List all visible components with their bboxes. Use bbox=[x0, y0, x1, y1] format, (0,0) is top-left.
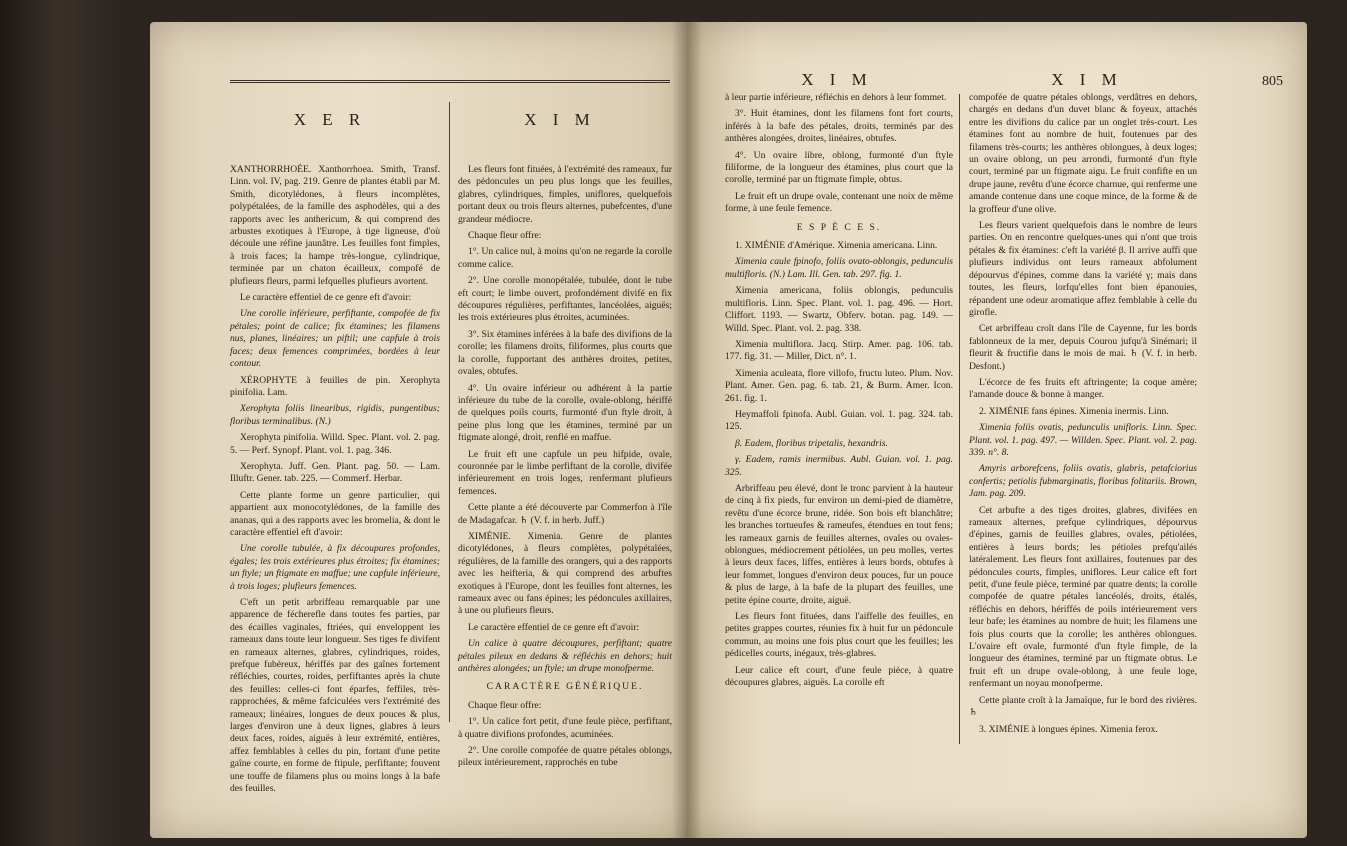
right-page bbox=[687, 22, 1307, 838]
paragraph: Chaque fleur offre: bbox=[468, 230, 542, 242]
paragraph: Arbriffeau peu élevé, dont le tronc parvient à la hauteur de cinq à fix pieds, fur environ un demi-pied de diamètre, revêtu d'une écorce brune, ridée. Son bois eft blanchâtre; les branches tortueufes & rameufes, étendues en tout fens; les rameaux garnis de feuilles alternes, ovales ou ovales-oblongues, médiocrement pétiolées, un peu molles, vertes à leurs deux faces, liffes, entières à leurs bords, obtufes à leur fommet, longues d'environ deux pouces, fur un pouce & plus de large, à la bafe de la plupart des feuilles, une petite épine courte, droite, aiguë. bbox=[725, 482, 953, 606]
paragraph: Cette plante forme un genre particulier, qui appartient aux monocotylédones, de la famille des ananas, qui a des rapports avec les bromelia, & dont le caractère effentiel eft d'avoir: bbox=[230, 489, 440, 538]
paragraph: Le caractère effentiel de ce genre eft d'avoir: bbox=[240, 292, 412, 304]
column-divider-left bbox=[449, 102, 450, 722]
paragraph: Une corolle inférieure, perfiftante, compofée de fix pétales; point de calice; fix étamines; les filamens nus, planes, linéaires; un piftil; une capfule à trois faces; deux femences comprimées, bordées à leur contour. bbox=[230, 308, 440, 370]
paragraph: L'écorce de fes fruits eft aftringente; la coque amère; l'amande douce & bonne à manger. bbox=[969, 376, 1197, 401]
paragraph: 4°. Un ovaire libre, oblong, furmonté d'un ftyle filiforme, de la longueur des étamines, plus court que la corolle, terminé par un ftigmate fimple, obtus. bbox=[725, 149, 953, 186]
paragraph: γ. Eadem, ramis inermibus. Aubl. Guian. vol. 1. pag. 325. bbox=[725, 454, 953, 478]
paragraph: Chaque fleur offre: bbox=[468, 699, 542, 711]
paragraph: Un calice à quatre découpures, perfiftant; quatre pétales pileux en dedans & réfléchis en dehors; huit anthères alongées; un ftyle; un drupe monofperme. bbox=[458, 638, 672, 675]
paragraph: Ximenia caule fpinofo, foliis ovato-oblongis, pedunculis multifloris. (N.) Lam. Ill. Gen. tab. 297. fig. 1. bbox=[725, 256, 953, 280]
paragraph: Le caractère effentiel de ce genre eft d'avoir: bbox=[468, 621, 640, 633]
paragraph: Cette plante a été découverte par Commerfon à l'île de Madagafcar. ♄ (V. f. in herb. Juff.) bbox=[458, 502, 672, 526]
book-gutter bbox=[672, 22, 702, 838]
column-divider-right bbox=[959, 94, 960, 744]
paragraph: 2°. Une corolle monopétalée, tubulée, dont le tube eft court; le limbe ouvert, profondément divifé en fix découpures régulières, perfiftantes, lancéolées, aiguës; les trois extérieures plus étroites, acuminées. bbox=[458, 275, 672, 324]
paragraph: Xerophyta pinifolia. Willd. Spec. Plant. vol. 2. pag. 5. — Perf. Synopf. Plant. vol. 1. pag. 346. bbox=[230, 432, 440, 456]
paragraph: Les fleurs varient quelquefois dans le nombre de leurs parties. On en rencontre quelques-unes qui n'ont que trois pétales & fix étamines: c'eft la variété β. Il arrive auffi que plufieurs individus ont leurs rameaux abfolument dépourvus d'épines, comme dans la variété γ; mais dans toutes, les fleurs, lorfqu'elles font bien épanouies, répandent une odeur aromatique affez femblable à celle du girofle. bbox=[969, 220, 1197, 318]
paragraph: 2. XIMÉNIE fans épines. Ximenia inermis. Linn. bbox=[979, 405, 1169, 417]
paragraph: XANTHORRHOÉE. Xanthorrhoea. Smith, Transf. Linn. vol. IV, pag. 219. Genre de plantes établi par M. Smith, dicotylédones, à fleurs incomplètes, polypétalées, de la famille des asphodèles, qui a des rapports avec les anthericum, & qui comprend des arbustes exotiques à l'Europe, à tige ligneuse, d'où découle une réfine jaunâtre. Les feuilles font fimples, à trois faces; la hampe très-longue, cylindrique, terminée par un chaton écailleux, compofé de plufieurs fleurs, parmi lefquelles plufieurs avortent. bbox=[230, 164, 440, 287]
right-header-xim-2: X I M bbox=[1051, 70, 1123, 89]
paragraph: à leur partie inférieure, réfléchis en dehors à leur fommet. bbox=[725, 92, 947, 103]
paragraph: compofée de quatre pétales oblongs, verdâtres en dehors, chargés en dedans d'un duvet blanc & foyeux, attachés entre les divifions du calice par un onglet très-court. Les étamines font au nombre de huit, foutenues par des filamens très-courts; les anthères oblongues, à deux loges; un ovaire oblong, un peu arrondi, furmonté d'un ftyle court, terminé par un ftigmate aigu. Le fruit confifte en un drupe jaune, revêtu d'une écorce charnue, qui renferme une amande contenue dans une coque mince, de la forme & de la groffeur d'une olive. bbox=[969, 92, 1197, 215]
paragraph: 1°. Un calice nul, à moins qu'on ne regarde la corolle comme calice. bbox=[458, 246, 672, 270]
page-number: 805 bbox=[1262, 74, 1283, 89]
left-column-1 bbox=[230, 164, 440, 795]
paragraph: C'eft un petit arbriffeau remarquable par une apparence de fécherefle dans toutes fes parties, par des écailles vaginales, ftriées, qui enveloppent les rameaux dans toute leur longueur. Ses tiges fe divifent en rameaux alternes, glabres, cylindriques, roides, prefque fubéreux, hériffés par des gaînes fortement réfléchies, courtes, roides, perfiftantes après la chute des feuilles: celles-ci font éparfes, feffiles, très-rapprochées, & même fafciculées vers l'extrémité des rameaux; linéaires, longues de deux pouces & plus, larges d'environ une à deux lignes, glabres à leurs deux faces, roides, aiguës à leur extrémité, entières, affez femblables à celles du pin, fortant d'une petite gaîne courte, en forme de ftipule, perfiftante; fouvent une touffe de filamens plus ou moins longs à la bafe des feuilles. bbox=[230, 597, 440, 795]
left-page bbox=[150, 22, 687, 838]
paragraph: β. Eadem, floribus tripetalis, hexandris. bbox=[735, 437, 888, 449]
right-column-2 bbox=[969, 92, 1197, 742]
paragraph: Heymaffoli fpinofa. Aubl. Guian. vol. 1. pag. 324. tab. 125. bbox=[725, 408, 953, 433]
right-column-1 bbox=[725, 92, 953, 742]
paragraph: XIMÉNIE. Ximenia. Genre de plantes dicotylédones, à fleurs complètes, polypétalées, régulières, de la famille des orangers, qui a des rapports avec les heifteria, & qui comprend des arbuftes exotiques à l'Europe, dont les feuilles font alternes, les rameaux avec ou fans épines; les pédoncules axillaires, à une ou plufieurs fleurs. bbox=[458, 530, 672, 617]
paragraph: Ximenia aculeata, flore villofo, fructu luteo. Plum. Nov. Plant. Amer. Gen. pag. 6. tab. 21, & Burm. Amer. Icon. 261. fig. 1. bbox=[725, 367, 953, 404]
paragraph: Les fleurs font fituées, dans l'aiffelle des feuilles, en petites grappes courtes, réunies fix à huit fur un pédoncule commun, au moins une fois plus court que les feuilles; les pédicelles courts, inégaux, très-glabres. bbox=[725, 611, 953, 660]
paragraph: XÉROPHYTE à feuilles de pin. Xerophyta pinifolia. Lam. bbox=[230, 374, 440, 398]
right-header-xim-1: X I M bbox=[801, 70, 873, 89]
paragraph: Ximenia americana, foliis oblongis, pedunculis multifloris. Linn. Spec. Plant. vol. 1. pag. 496. — Hort. Cliffort. 1193. — Swartz, Obferv. botan. pag. 149. — Willd. Spec. Plant. vol. 2. pag. 338. bbox=[725, 285, 953, 334]
paragraph: Leur calice eft court, d'une feule pièce, à quatre découpures glabres, aiguës. La corolle eft bbox=[725, 664, 953, 689]
left-header-xim: X I M bbox=[524, 110, 596, 129]
paragraph: 3°. Six étamines inférées à la bafe des divifions de la corolle; les filamens droits, filiformes, plus courts que la corolle, fupportant des anthères droites, petites, ovales, obtufes. bbox=[458, 328, 672, 378]
left-column-2 bbox=[458, 164, 672, 769]
paragraph: 4°. Un ovaire inférieur ou adhérent à la partie inférieure du tube de la corolle, ovale-oblong, hériffé de quelques poils courts, furmonté d'un ftyle droit, à peine plus long que les étamines, terminé par un ftigmate alongé, droit, renflé en maffue. bbox=[458, 382, 672, 444]
paragraph: Amyris arborefcens, foliis ovatis, glabris, petafciorius confertis; petiolis fubmarginatis, floribus folitariis. Brown, Jam. pag. 209. bbox=[969, 463, 1197, 500]
left-header-xer: X E R bbox=[293, 110, 367, 129]
paragraph: Ximenia foliis ovatis, pedunculis unifloris. Linn. Spec. Plant. vol. 1. pag. 497. — Willden. Spec. Plant. vol. 2. pag. 339. n°. 8. bbox=[969, 422, 1197, 458]
paragraph: 1°. Un calice fort petit, d'une feule pièce, perfiftant, à quatre divifions profondes, acuminées. bbox=[458, 716, 672, 740]
paragraph: Cette plante croît à la Jamaïque, fur le bord des rivières. ♄ bbox=[969, 694, 1197, 719]
paragraph: Les fleurs font fituées, à l'extrémité des rameaux, fur des pédoncules un peu plus longs que les feuilles, glabres, cylindriques, fimples, uniflores, quelquefois portant deux ou trois fleurs alternes, pubefcentes, d'une grandeur médiocre. bbox=[458, 164, 672, 225]
section-heading: E S P È C E S. bbox=[796, 221, 882, 233]
paragraph: Le fruit eft un drupe ovale, contenant une noix de même forme, à une feule femence. bbox=[725, 190, 953, 215]
paragraph: Le fruit eft une capfule un peu hifpide, ovale, couronnée par le limbe perfiftant de la corolle, divifée inférieurement en trois loges, renfermant plufieurs femences. bbox=[458, 448, 672, 497]
paragraph: Une corolle tubulée, à fix découpures profondes, égales; les trois extérieures plus étroites; fix étamines; un ftyle; un ftigmate en maffue; une capfule inférieure, à trois loges; plufieurs femences. bbox=[230, 543, 440, 592]
top-rule-left bbox=[230, 80, 670, 83]
paragraph: Xerophyta foliis linearibus, rigidis, pungentibus; floribus terminalibus. (N.) bbox=[230, 403, 440, 427]
paragraph: 2°. Une corolle compofée de quatre pétales oblongs, pileux intérieurement, rapprochés en tube bbox=[458, 745, 672, 769]
paragraph: Ximenia multiflora. Jacq. Stirp. Amer. pag. 106. tab. 177. fig. 31. — Miller, Dict. n°. 1. bbox=[725, 338, 953, 363]
paragraph: Cet arbufte a des tiges droites, glabres, divifées en rameaux alternes, prefque cylindriques, dépourvus d'épines, garnis de feuilles glabres, ovales, pétiolées, entières à leurs bords; les pétioles prefqu'ailés latéralement. Les fleurs font axillaires, foutenues par des pédoncules courts, fimples, uniflores. Leur calice eft fort petit, d'une feule pièce, terminé par quatre dents; la corolle compofée de quatre pétales lancéolés, droits, étalés, réfléchis en dehors, hériffés de poils intérieurement vers leur bafe; les étamines au nombre de huit; les filamens une fois plus courts que la corolle; les anthères oblongues. L'ovaire eft ovale, furmonté d'un ftyle fimple, de la longueur des étamines, terminé par un ftigmate obtus. Le fruit eft un drupe ovale-oblong, à une feule loge, renfermant un noyau monofperme. bbox=[969, 504, 1197, 690]
paragraph: 3. XIMÉNIE à longues épines. Ximenia ferox. bbox=[979, 723, 1158, 735]
paragraph: Xerophyta. Juff. Gen. Plant. pag. 50. — Lam. Illuftr. Gener. tab. 225. — Commerf. Herbar. bbox=[230, 460, 440, 485]
paragraph: 1. XIMÉNIE d'Amérique. Ximenia americana. Linn. bbox=[735, 240, 938, 252]
paragraph: Cet arbriffeau croît dans l'île de Cayenne, fur les bords fablonneux de la mer, depuis Courou jufqu'à Sinémari; il fleurit & fructifie dans le mois de mai. ♄ (V. f. in herb. Desfont.) bbox=[969, 323, 1197, 372]
paragraph: 3°. Huit étamines, dont les filamens font fort courts, inférés à la bafe des pétales, droits, terminés par des anthères alongées, droites, linéaires, obtufes. bbox=[725, 108, 953, 145]
section-heading: CARACTÈRE GÉNÉRIQUE. bbox=[486, 681, 644, 693]
